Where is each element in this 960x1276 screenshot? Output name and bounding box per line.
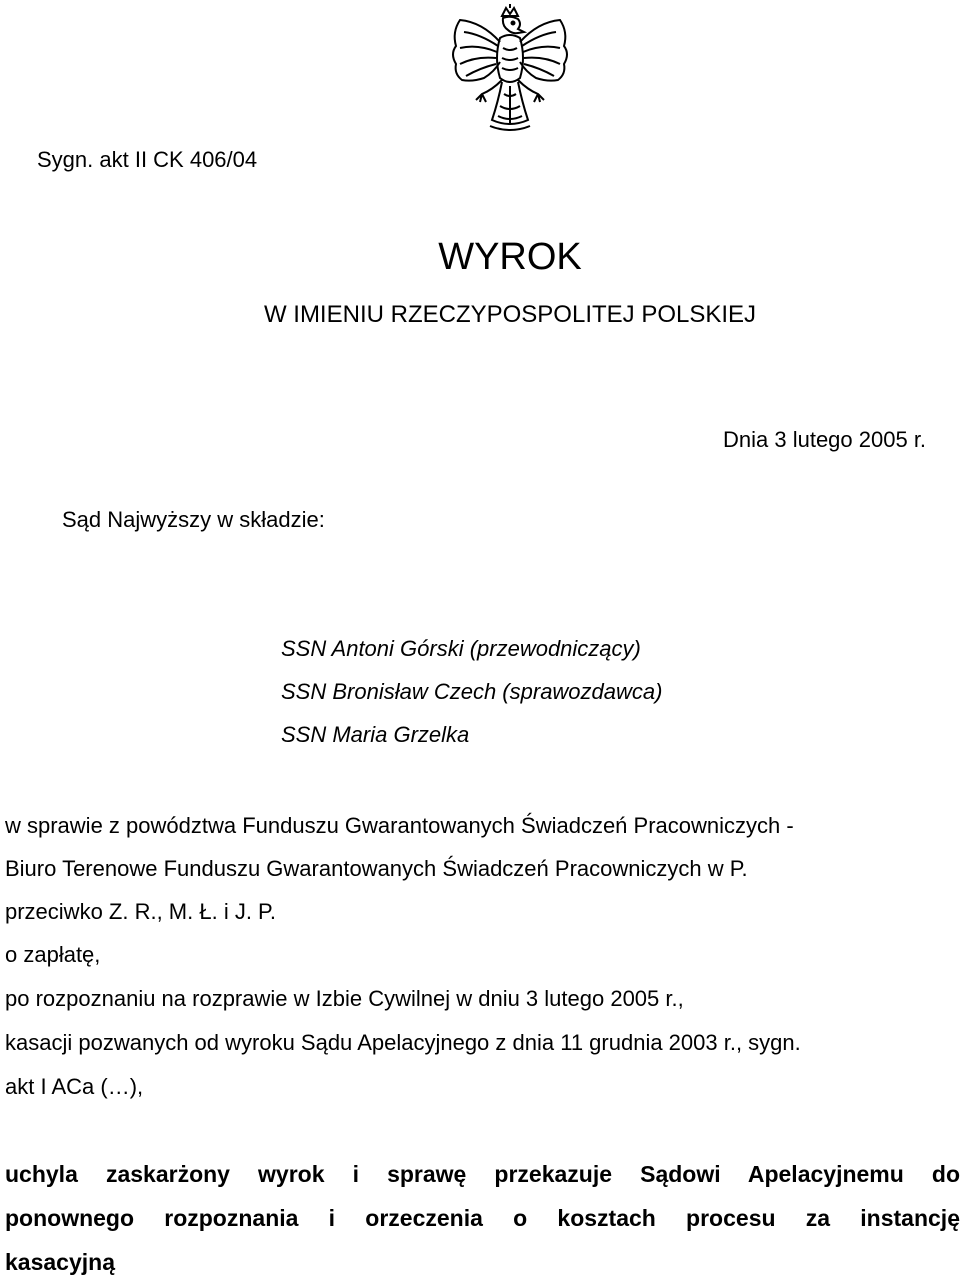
case-line: po rozpoznaniu na rozprawie w Izbie Cywilnej w dniu 3 lutego 2005 r.,: [5, 986, 684, 1011]
verdict-line: ponownego rozpoznania i orzeczenia o kosztach procesu za instancję: [5, 1205, 960, 1231]
judge-member: SSN Maria Grzelka: [281, 722, 470, 747]
case-number: Sygn. akt II CK 406/04: [37, 147, 258, 172]
polish-eagle-emblem-icon: [440, 2, 580, 137]
document-subtitle: W IMIENIU RZECZYPOSPOLITEJ POLSKIEJ: [263, 301, 757, 328]
verdict-line: kasacyjną: [5, 1249, 115, 1275]
judgment-date: Dnia 3 lutego 2005 r.: [723, 427, 927, 452]
case-line: Biuro Terenowe Funduszu Gwarantowanych Świadczeń Pracowniczych w P.: [5, 856, 748, 881]
case-line: w sprawie z powództwa Funduszu Gwarantowanych Świadczeń Pracowniczych -: [5, 813, 794, 838]
case-line: akt I ACa (…),: [5, 1074, 144, 1099]
judge-presiding: SSN Antoni Górski (przewodniczący): [281, 636, 641, 661]
verdict-line: uchyla zaskarżony wyrok i sprawę przekazuje Sądowi Apelacyjnemu do: [5, 1161, 960, 1187]
judge-rapporteur: SSN Bronisław Czech (sprawozdawca): [281, 679, 663, 704]
court-composition-label: Sąd Najwyższy w składzie:: [62, 507, 325, 532]
case-line: kasacji pozwanych od wyroku Sądu Apelacyjnego z dnia 11 grudnia 2003 r., sygn.: [5, 1030, 801, 1055]
case-line: przeciwko Z. R., M. Ł. i J. P.: [5, 899, 276, 924]
case-line: o zapłatę,: [5, 942, 101, 967]
document-title: WYROK: [438, 236, 582, 278]
